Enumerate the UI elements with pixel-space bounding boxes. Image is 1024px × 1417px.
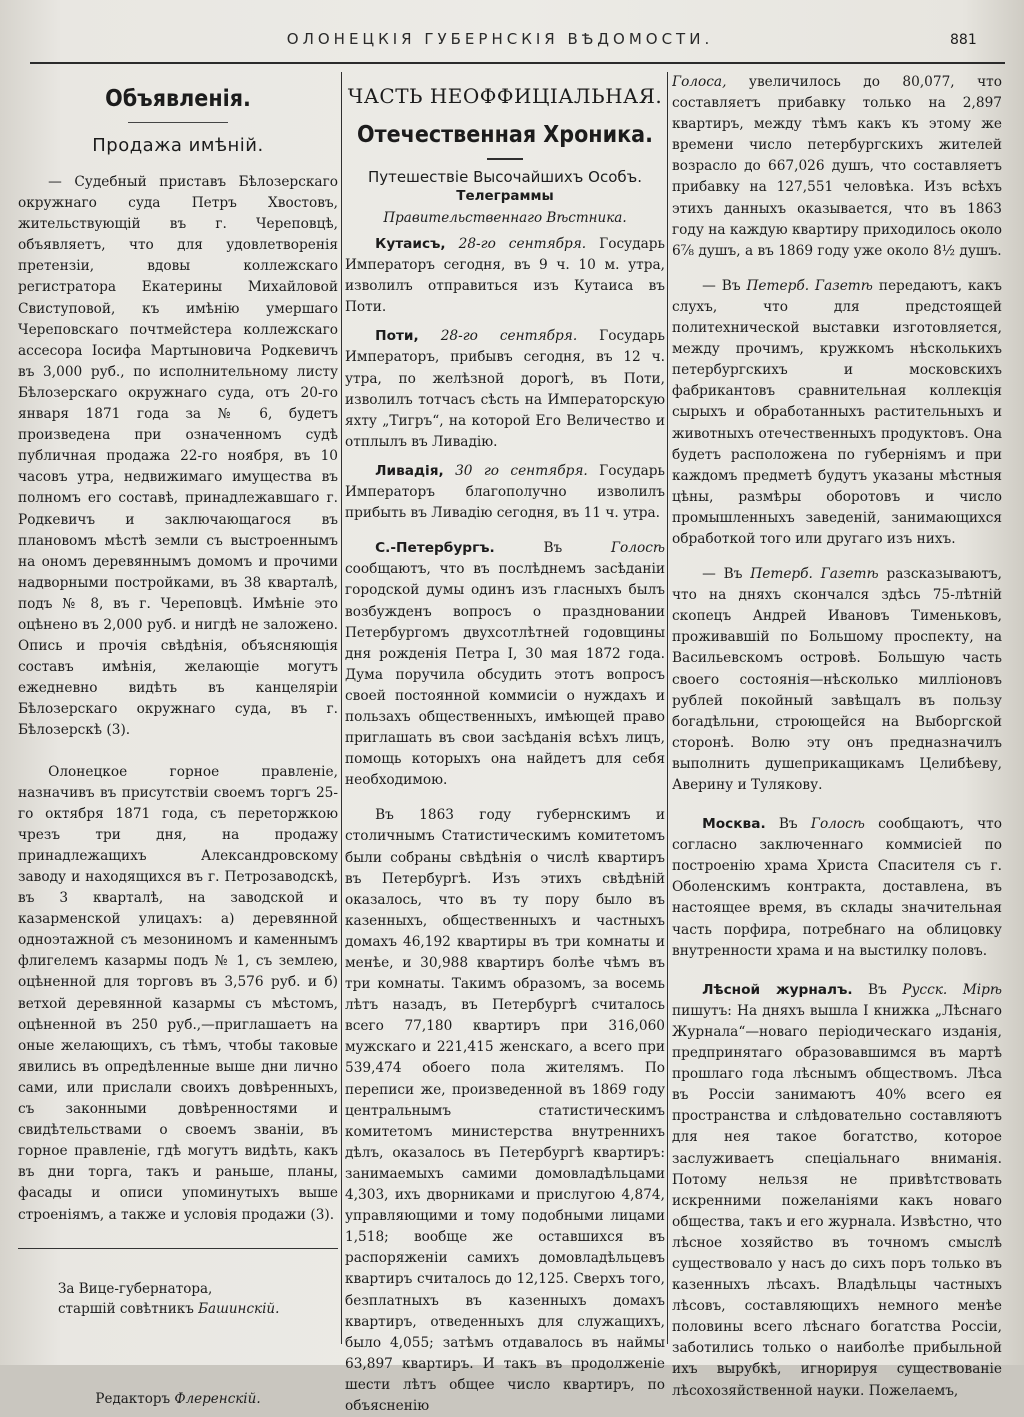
text-moscow: сообщаютъ, что согласно заключеннаго коммисіей по построенію храма Христа Спасителя съ г. Оболенскимъ контракта, доставлена, въ настоящее время, въ склады значительная часть порфира, потребнаго на облицовку внутренности храма и на выстилку половъ.	[672, 816, 1002, 959]
source-moscow: Голосѣ	[810, 816, 865, 833]
article-moscow	[672, 814, 1002, 962]
text-poti: Государь Императоръ, прибывъ сегодня, въ 12 ч. утра, по желѣзной дорогѣ, въ Поти, изволилъ тотчасъ сѣсть на Императорскую яхту „Тигръ“, на которой Его Величество и отплылъ въ Ливадію.	[345, 328, 665, 450]
intro-gazette-2: — Въ	[702, 566, 743, 583]
article-exhibition	[672, 276, 1002, 550]
place-kutais: Кутаисъ,	[375, 236, 446, 252]
signature-rule	[18, 1248, 338, 1249]
page-number: 881	[950, 32, 977, 48]
telegrams-source: Правительственнаго Вѣстника.	[383, 210, 627, 226]
section-rule	[128, 122, 228, 123]
telegram-kutais	[345, 234, 665, 318]
notice-mining-board: Олонецкое горное правленіе, назначивъ въ присутствіи своемъ торгъ 25-го октября 1871 года, съ переторжкою чрезъ три дня, на продажу принадлежащихъ Александровскому заводу и находящихся въ г. Петрозаводскѣ, въ 3 кварталѣ, на заводской и казарменской улицахъ: а) деревянной одноэтажной съ мезониномъ и каменнымъ флигелемъ казармы подъ № 1, съ землею, оцѣненной для торговъ въ 3,576 руб. и б) ветхой деревянной казармы съ мѣстомъ, оцѣненной въ 250 руб.,—приглашаетъ на оные желающихъ, съ тѣмъ, чтобы таковые явились въ опредѣленные выше дни лично сами, или прислали своихъ довѣренныхъ, съ законными довѣренностями и свидѣтельствами о своемъ званіи, въ горное правленіе, гдѣ могутъ видѣть, какъ въ дни торга, такъ и раньше, планы, фасады и описи упоминутыхъ выше строеніямъ, а также и условія продажи (3).	[18, 763, 338, 1223]
source-forest: Русск. Мірѣ	[902, 981, 1002, 998]
text-continued: увеличилось до 80,077, что составляетъ прибавку только на 2,897 квартиръ, между тѣмъ какъ къ этому же времени число петербургскихъ жителей возрасло до 667,026 душъ, что составляетъ прибавку на 127,551 человѣка. Изъ всѣхъ этихъ данныхъ оказывается, что въ 1863 году на каждую квартиру приходилось около 6⅞ душъ, а въ 1869 году уже около 8½ душъ.	[672, 74, 1002, 259]
chronicle-title: Отечественная Хроника.	[357, 122, 653, 148]
part-title: ЧАСТЬ НЕОФФИЦІАЛЬНАЯ.	[347, 84, 663, 108]
signature-line-2	[58, 1299, 338, 1319]
column-news	[672, 72, 1002, 1402]
article-spb	[345, 538, 665, 791]
column-divider-1	[341, 72, 342, 1344]
article-statistics: Въ 1863 году губернскимъ и столичнымъ Статистическимъ комитетомъ были собраны свѣдѣнія о числѣ квартиръ въ Петербургѣ. Изъ этихъ свѣдѣній оказалось, что въ ту пору было въ казенныхъ, общественныхъ и частныхъ домахъ 46,192 квартиры въ три комнаты и менѣе, и 30,988 квартиръ болѣе чѣмъ въ три комнаты. Такимъ образомъ, за восемь лѣтъ назадъ, въ Петербургѣ считалось всего 77,180 квартиръ при 316,060 мужскаго и 221,415 женскаго, а всего при 539,474 обоего пола жителямъ. По переписи же, произведенной въ 1869 году центральнымъ статистическимъ комитетомъ министерства внутреннихъ дѣлъ, оказалось въ Петербургѣ квартиръ: занимаемыхъ самими домовладѣльцами 4,303, ихъ дворниками и прислугою 4,874, управляющими и тому подобными лицами 1,518; вообще же оставшихся въ распоряженіи самихъ домовладѣльцевъ квартиръ считалось до 12,125. Сверхъ того, безплатныхъ въ казенныхъ домахъ квартиръ, отведенныхъ для служащихъ, было 4,055; затѣмъ отдавалось въ наймы 63,897 квартиръ. И такъ въ продолженіе шести лѣтъ общее число квартиръ, по объясненію	[345, 807, 665, 1414]
text-livadia: Государь Императоръ благополучно изволилъ прибыть въ Ливадію сегодня, въ 11 ч. утра.	[345, 462, 665, 522]
source-spb: Голосѣ	[610, 540, 665, 557]
place-poti: Поти,	[375, 328, 419, 345]
date-livadia: 30 го сентября.	[455, 462, 588, 479]
article-bequest	[672, 564, 1002, 796]
source-golos: Голоса,	[672, 74, 727, 90]
header-rule	[30, 62, 1005, 64]
signature-line-1: За Вице-губернатора,	[58, 1280, 213, 1297]
article-statistics-continued	[672, 72, 1002, 262]
editor-name: Флеренскій.	[174, 1390, 261, 1407]
text-forest: пишутъ: На дняхъ вышла I книжка „Лѣснаго Журнала“—новаго періодическаго изданія, предпринятаго образовавшимся въ мартѣ прошлаго года лѣснымъ обществомъ. Лѣса въ Россіи занимаютъ 40% всего ея пространства и слѣдовательно составляютъ для нея такое богатство, которое заслуживаетъ спеціальнаго вниманія. Потому нельзя не привѣтствовать искренними пожеланіями какъ новаго общества, такъ и его журнала. Извѣстно, что лѣсное хозяйство въ точномъ смыслѣ существовало у насъ до сихъ поръ только въ казенныхъ лѣсахъ. Владѣльцы частныхъ лѣсовъ, составляющихъ немного менѣе половины всего лѣснаго богатства Россіи, заботились только о наиболѣе прибыльной ихъ вырубкѣ, игнорируя существованіе лѣсохозяйственной науки. Пожелаемъ,	[672, 1002, 1002, 1399]
text-gazette-2: разсказываютъ, что на дняхъ скончался здѣсь 75-лѣтній скопецъ Андрей Ивановъ Тименьковъ, проживавшій по Большому проспекту, на Васильевскомъ островѣ. Большую часть своего состоянія—нѣсколько милліоновъ рублей покойный завѣщалъ въ пользу богадѣльни, строющейся на Выборгской сторонѣ. Волю эту онъ предназначилъ выполнить душеприкащикамъ Целибѣеву, Аверину и Тулякову.	[672, 566, 1002, 793]
notice-bailiff: — Судебный приставъ Бѣлозерскаго окружнаго суда Петръ Хвостовъ, жительствующій въ г. Череповцѣ, объявляетъ, что для удовлетворенія претензіи, вдовы коллежскаго регистратора Екатерины Михайловой Свиступовой, къ имѣнію умершаго Череповскаго почтмейстера коллежскаго ассесора Іосифа Мартыновича Родкевичъ въ 3,000 руб., по исполнительному листу Бѣлозерскаго окружнаго суда, отъ 20-го января 1871 года за № 6, будетъ произведена при означенномъ судѣ публичная продажа 22-го ноября, въ 10 часовъ утра, недвижимаго имущества въ полномъ его составѣ, принадлежавшаго г. Родкевичъ и заключающагося въ плановомъ мѣстѣ земли съ выстроеннымъ на ономъ деревяннымъ домомъ и прочими надворными постройками, въ 38 кварталѣ, подъ № 8, въ г. Череповцѣ. Имѣніе это оцѣнено въ 2,000 руб. и нигдѣ не заложено. Опись и прочія свѣдѣнія, объясняющія составъ имѣнія, желающіе могутъ ежедневно видѣть въ канцеляріи Бѣлозерскаго окружнаго суда, въ г. Бѣлозерскѣ (3).	[18, 174, 338, 739]
telegram-poti	[345, 326, 665, 453]
column-chronicle	[345, 72, 665, 1417]
intro-forest: Въ	[868, 981, 887, 998]
intro-spb: Въ	[543, 540, 563, 557]
editor-line	[18, 1389, 338, 1410]
intro-gazette-1: — Въ	[702, 277, 741, 294]
source-gazette-1: Петерб. Газетѣ	[746, 277, 873, 294]
telegram-livadia	[345, 461, 665, 524]
place-livadia: Ливадія,	[375, 462, 444, 479]
chronicle-rule	[487, 158, 523, 160]
signature-title: старшій совѣтникъ	[58, 1300, 194, 1317]
date-poti: 28-го сентября.	[440, 328, 578, 345]
text-kutais: Государь Императоръ сегодня, въ 9 ч. 10 м. утра, изволилъ отправиться изъ Кутаиса въ Поти.	[345, 236, 665, 316]
journey-title: Путешествіе Высочайшихъ Особъ.	[368, 168, 642, 186]
signature-name: Башинскій.	[198, 1300, 280, 1317]
running-title: ОЛОНЕЦКІЯ ГУБЕРНСКІЯ ВѢДОМОСТИ.	[286, 30, 714, 48]
source-gazette-2: Петерб. Газетѣ	[750, 566, 879, 583]
text-gazette-1: передаютъ, какъ слухъ, что для предстоящей политехнической выставки изготовляется, между прочимъ, кружкомъ нѣсколькихъ петербургскихъ и московскихъ фабрикантовъ сравнительная коллекція сырыхъ и обработанныхъ растительныхъ и животныхъ отечественныхъ продуктовъ. Она будетъ расположена по губерніямъ и при каждомъ предметѣ будутъ указаны мѣстныя цѣны, размѣры оборотовъ и число промышленныхъ заведеній, занимающихся обработкой того или другаго изъ нихъ.	[672, 277, 1002, 547]
column-divider-2	[667, 72, 668, 1344]
subsection-title-estate-sale: Продажа имѣній.	[92, 135, 264, 156]
place-moscow: Москва.	[702, 816, 766, 833]
section-title-announcements: Объявленія.	[105, 86, 251, 112]
intro-moscow: Въ	[778, 816, 798, 833]
place-forest: Лѣсной журналъ.	[702, 981, 853, 998]
text-spb: сообщаютъ, что въ послѣднемъ засѣданіи городской думы одинъ изъ гласныхъ былъ возбужденъ вопросъ о праздновании Петербургомъ двухсотлѣтней годовщины дня рожденія Петра I, 30 мая 1872 года. Дума поручила обсудить этотъ вопросъ своей постоянной коммисіи о нуждахъ и пользахъ общественныхъ, имѣющей право приглашать въ свои засѣданія всѣхъ лицъ, помощь которыхъ она найдетъ для себя необходимою.	[345, 561, 665, 789]
date-kutais: 28-го сентября.	[458, 236, 587, 252]
editor-label: Редакторъ	[95, 1390, 171, 1407]
column-announcements	[18, 72, 338, 1410]
place-spb: С.-Петербургъ.	[375, 540, 495, 557]
article-forest-journal	[672, 980, 1002, 1402]
telegrams-heading: Телеграммы	[456, 188, 554, 204]
